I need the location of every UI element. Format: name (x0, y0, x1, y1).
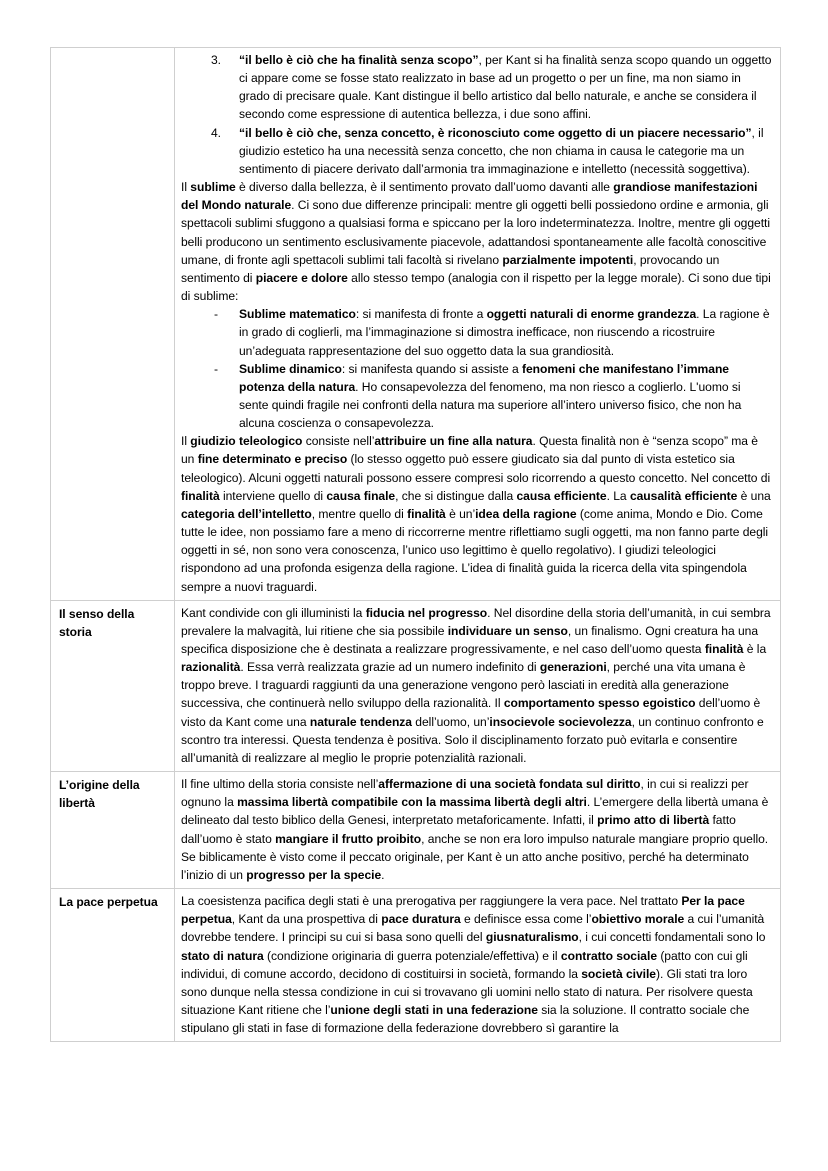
body-text: . Nel disordine della storia dell’umanità, in cui sembra prevalere la malvagità, lui ritiene che sia possibile (181, 605, 771, 638)
body-text: consiste nell’ (302, 434, 375, 449)
paragraph (181, 432, 773, 595)
emphasis-text: società civile (581, 966, 656, 981)
body-text: . La (606, 488, 630, 503)
emphasis-text: causa finale (326, 488, 396, 503)
paragraph (181, 178, 773, 305)
emphasis-text: fenomeni che manifestano l’immane potenza della natura (239, 361, 729, 394)
emphasis-text: unione degli stati in una federazione (330, 1002, 538, 1017)
emphasis-text: affermazione di una società fondata sul diritto (378, 777, 641, 792)
notes-table-body (51, 48, 781, 1042)
body-text: dell’uomo, un’ (411, 714, 490, 729)
topic-content-cell (175, 772, 781, 889)
emphasis-text: comportamento spesso egoistico (503, 696, 696, 711)
emphasis-text: finalità (704, 642, 744, 656)
body-text: La coesistenza pacifica degli stati è una prerogativa per raggiungere la vera pace. Nel trattato (181, 894, 682, 909)
emphasis-text: stato di natura (181, 948, 264, 963)
emphasis-text: attribuire un fine alla natura (374, 434, 533, 449)
table-row (51, 600, 781, 771)
body-text: . Essa verrà realizzata grazie ad un numero indefinito di (240, 660, 540, 675)
topic-label-cell (51, 48, 175, 601)
emphasis-text: “il bello è ciò che, senza concetto, è riconosciuto come oggetto di un piacere necessario” (239, 125, 752, 140)
body-text: . La ragione è in grado di coglierli, ma l’immaginazione si dimostra inefficace, non riuscendo a ricostruire un’adeguata rappresentazione del suo oggetto data la sua grandiosità. (239, 307, 770, 358)
topic-content-cell (175, 889, 781, 1042)
body-text: , mentre quello di (311, 506, 408, 521)
body-text: , provocando un sentimento di (181, 252, 720, 285)
topic-label-cell: La pace perpetua (51, 889, 175, 1042)
body-text: . Ci sono due differenze principali: mentre gli oggetti belli possiedono ordine e armonia, gli spettacoli sublimi sfuggono a qualsiasi forma e spiccano per la loro indeterminatezza. Inoltre, mentre gli oggetti belli producono un sentimento esclusivamente piacevole, adattandosi spontaneamente alle facoltà conoscitive umane, di fronte agli spettacoli sublimi tali facoltà si rivelano (181, 198, 771, 267)
paragraph (181, 604, 773, 767)
body-text: , in cui si realizzi per ognuno la (181, 777, 749, 810)
emphasis-text: giusnaturalismo (485, 930, 579, 945)
body-text: , un finalismo. Ogni creatura ha una specifica disposizione che è destinata a realizzare progressivamente, e nel caso dell’uomo questa (181, 623, 759, 656)
bulleted-list-item (181, 360, 773, 433)
table-row (51, 48, 781, 601)
body-text: è diverso dalla bellezza, è il sentimento provato dall’uomo davanti alle (235, 180, 614, 195)
body-text: dell’uomo è visto da Kant come una (181, 696, 761, 729)
list-marker: 4. (211, 125, 222, 140)
body-text: , perché una vita umana è troppo breve. I traguardi raggiunti da una generazione vengono però lasciati in eredità alla generazione successiva, che continuerà nello sviluppo della razionalità. Il (181, 660, 746, 711)
body-text: sia la soluzione. Il contratto sociale che stipulano gli stati in fase di formazione della federazione dovrebbero sì garantire la (181, 1002, 750, 1036)
emphasis-text: finalità (407, 506, 446, 521)
paragraph (181, 775, 773, 884)
emphasis-text: categoria dell’intelletto (181, 506, 312, 521)
body-text: Il (181, 180, 191, 195)
emphasis-text: idea della ragione (475, 506, 577, 521)
emphasis-text: fiducia nel progresso (365, 605, 488, 620)
body-text: , Kant da una prospettiva di (231, 912, 382, 927)
emphasis-text: giudizio teleologico (190, 434, 303, 449)
body-text: (condizione originaria di guerra potenziale/effettiva) e il (263, 948, 561, 963)
notes-table (50, 47, 781, 1042)
emphasis-text: “il bello è ciò che ha finalità senza scopo” (239, 53, 479, 67)
body-text: ). Gli stati tra loro sono dunque nella stessa condizione in cui si trovavano gli uomini nello stato di natura. Per risolvere questa situazione Kant ritiene che l’ (181, 966, 753, 1017)
body-text: , anche se non era loro impulso naturale mangiare proprio quello. Se biblicamente è visto come il peccato originale, per Kant è un atto anche positivo, perché ha determinato l’inizio di un (181, 831, 769, 882)
body-text: , che si distingue dalla (395, 488, 517, 503)
numbered-list-item (181, 124, 773, 178)
body-text: fatto dall’uomo è stato (181, 813, 736, 846)
emphasis-text: razionalità (181, 660, 241, 675)
body-text: allo stesso tempo (analogia con il rispetto per la legge morale). Ci sono due tipi di sublime: (181, 270, 771, 304)
emphasis-text: Sublime matematico (239, 307, 356, 322)
body-text: è la (743, 642, 767, 656)
list-marker: - (214, 307, 218, 322)
topic-content-cell (175, 600, 781, 771)
body-text: : si manifesta quando si assiste a (341, 361, 522, 376)
topic-label-cell: Il senso della storia (51, 600, 175, 771)
body-text: a cui l’umanità dovrebbe tendere. I principi su cui si basa sono quelli del (181, 912, 765, 945)
paragraph (181, 892, 773, 1037)
numbered-list (181, 51, 773, 178)
body-text: è un’ (445, 506, 476, 521)
body-text: , il giudizio estetico ha una necessità senza concetto, che non chiama in causa le categorie ma un sentimento di piacere derivato dall’armonia tra immaginazione e intelletto (necessità soggettiva). (239, 125, 764, 176)
body-text: (patto con cui gli individui, di comune accordo, decidono di costituirsi in società, formando la (181, 948, 748, 981)
body-text: (lo stesso oggetto può essere giudicato sia dal punto di vista estetico sia teleologico). Alcuni oggetti naturali possono essere compresi solo ricorrendo a questo concetto. Nel concetto di (181, 452, 771, 485)
emphasis-text: fine determinato e preciso (197, 452, 348, 467)
body-text: . L’emergere della libertà umana è delineato dal testo biblico della Genesi, interpretato metaforicamente. Infatti, il (181, 795, 769, 828)
numbered-list-item (181, 51, 773, 124)
body-text: : si manifesta di fronte a (355, 307, 487, 322)
body-text: , per Kant si ha finalità senza scopo quando un oggetto ci appare come se fosse stato realizzato in base ad un progetto o per un fine, ma non siamo in grado di precisare quale. Kant distingue il bello artistico dal bello naturale, e anche se considera il secondo come espressione di autentica bellezza, i due sono affini. (239, 53, 772, 122)
emphasis-text: insocievole socievolezza (489, 714, 632, 729)
body-text: e definisce essa come l’ (460, 912, 592, 927)
body-text: Il fine ultimo della storia consiste nell’ (181, 777, 379, 792)
emphasis-text: Sublime dinamico (239, 361, 342, 376)
body-text: interviene quello di (219, 488, 327, 503)
body-text: Il (181, 434, 191, 449)
emphasis-text: massima libertà compatibile con la massima libertà degli altri (237, 795, 587, 810)
emphasis-text: sublime (190, 180, 236, 195)
topic-label-cell: L’origine della libertà (51, 772, 175, 889)
bulleted-list (181, 305, 773, 432)
body-text: . (381, 867, 385, 882)
body-text: (come anima, Mondo e Dio. Come tutte le idee, non possiamo fare a meno di riccorrerne mentre riflettiamo sugli oggetti, ma non fanno parte degli oggetti in sé, non sono vera conoscenza, l’unico uso legittimo è quello regolativo). I giudizi teleologici rispondono ad una profonda esigenza della ragione. L’idea di finalità guida la ricerca della vita spingendola sempre a nuovi traguardi. (181, 506, 769, 594)
table-row (51, 889, 781, 1042)
list-marker: 3. (211, 53, 222, 67)
emphasis-text: oggetti naturali di enorme grandezza (486, 307, 697, 322)
emphasis-text: primo atto di libertà (597, 813, 710, 828)
body-text: Kant condivide con gli illuministi la (181, 605, 366, 620)
emphasis-text: Per la pace perpetua (181, 894, 745, 927)
emphasis-text: parzialmente impotenti (502, 252, 634, 267)
body-text: , un continuo confronto e scontro tra interessi. Questa tendenza è positiva. Solo il disciplinamento forzato può evitarla e consentire all’umanità di realizzare al meglio le proprie potenzialità razionali. (181, 714, 764, 765)
emphasis-text: naturale tendenza (309, 714, 412, 729)
emphasis-text: pace duratura (381, 912, 461, 927)
emphasis-text: grandiose manifestazioni del Mondo naturale (181, 180, 758, 213)
emphasis-text: individuare un senso (447, 623, 568, 638)
list-marker: - (214, 361, 218, 376)
body-text: . Questa finalità non è “senza scopo” ma è un (181, 434, 758, 467)
emphasis-text: mangiare il frutto proibito (275, 831, 422, 846)
body-text: . Ho consapevolezza del fenomeno, ma non riesco a coglierlo. L'uomo si sente quindi fragile nei confronti della natura ma superiore all’intero universo fisico, che non ha alcuna coscienza o consapevolezza. (239, 379, 742, 431)
emphasis-text: obiettivo morale (591, 912, 685, 927)
emphasis-text: causalità efficiente (629, 488, 738, 503)
emphasis-text: progresso per la specie (246, 867, 382, 882)
body-text: , i cui concetti fondamentali sono lo (578, 930, 766, 945)
emphasis-text: contratto sociale (560, 948, 657, 963)
emphasis-text: piacere e dolore (255, 270, 348, 285)
topic-content-cell (175, 48, 781, 601)
table-row (51, 772, 781, 889)
emphasis-text: finalità (181, 488, 220, 503)
emphasis-text: generazioni (539, 660, 607, 675)
emphasis-text: causa efficiente (516, 488, 607, 503)
body-text: è una (737, 488, 771, 503)
bulleted-list-item (181, 305, 773, 359)
